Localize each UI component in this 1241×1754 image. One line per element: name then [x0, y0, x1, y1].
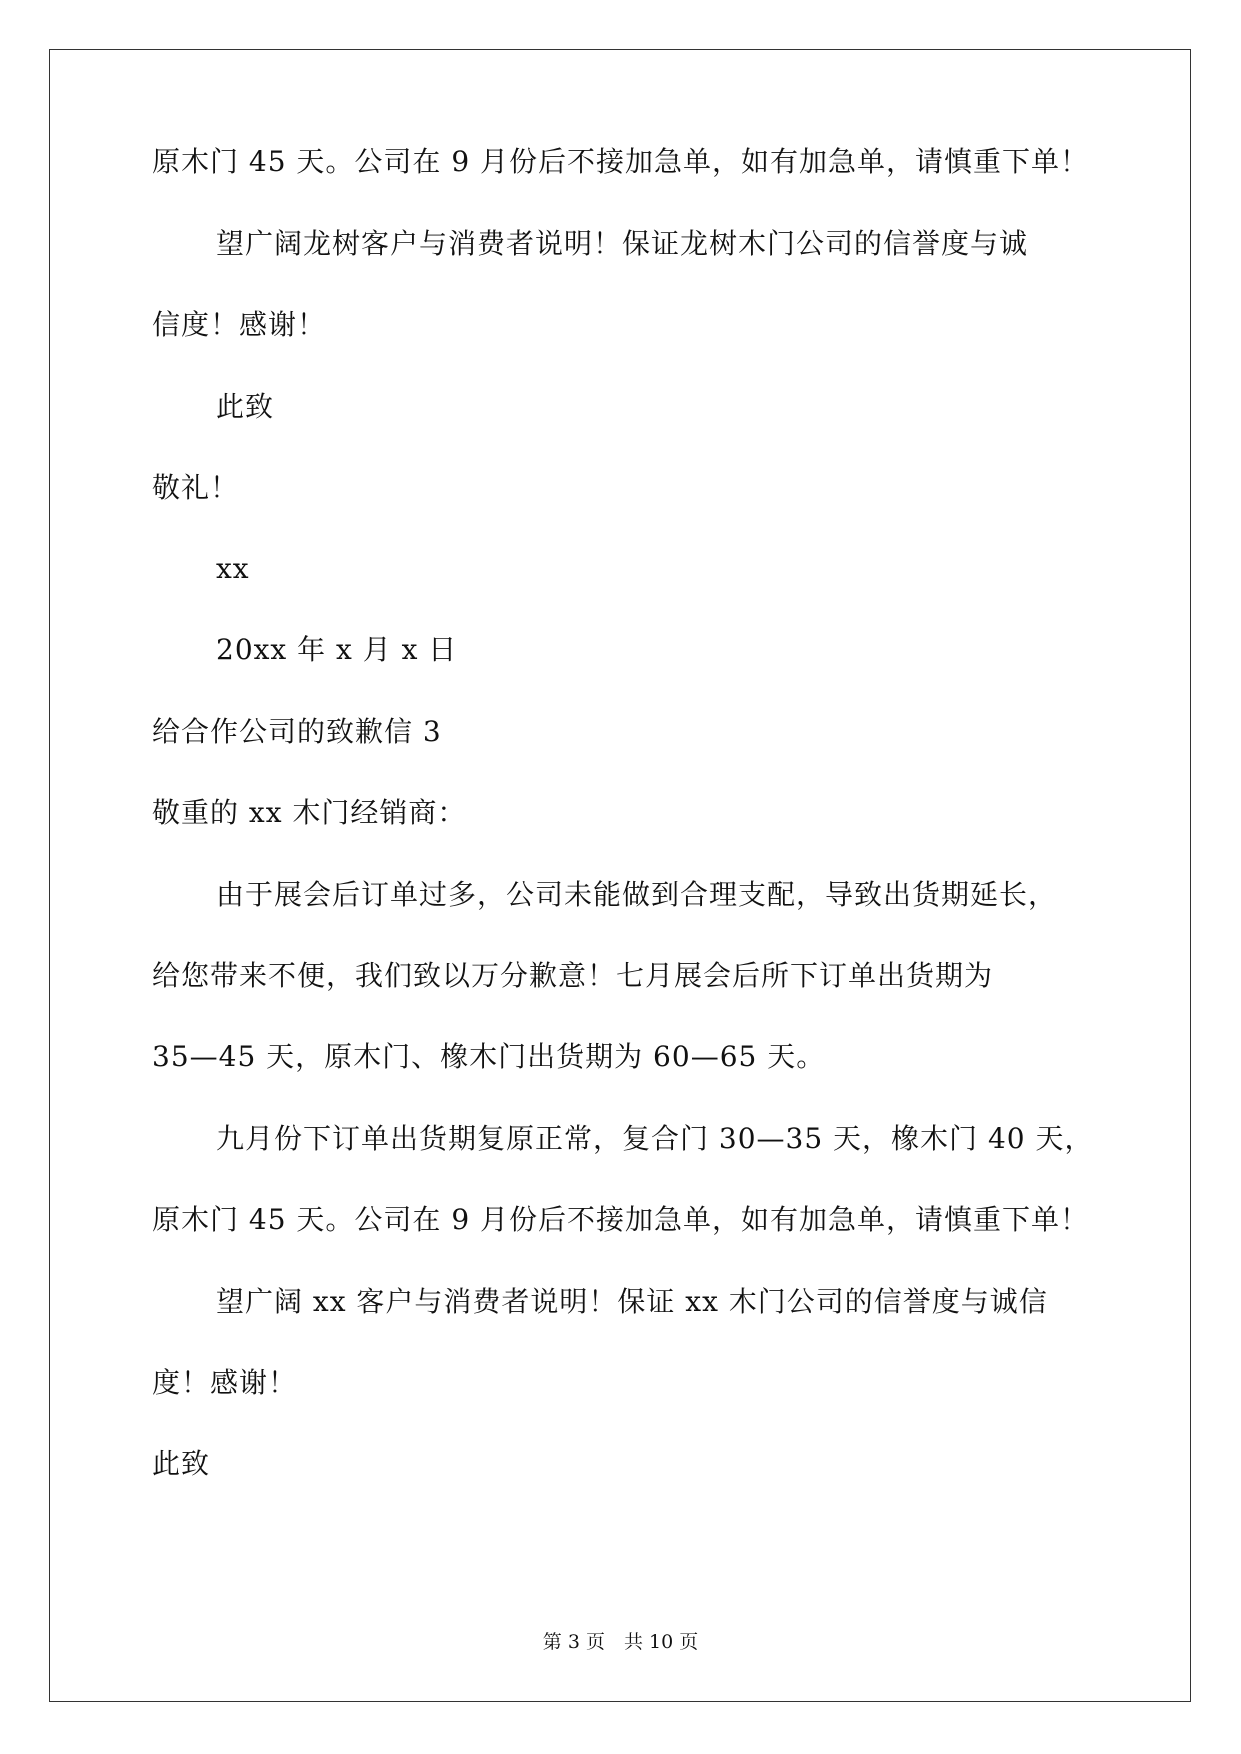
section-title: 给合作公司的致歉信 3 [152, 715, 442, 748]
signature: xx [216, 552, 250, 585]
greeting: 敬重的 xx 木门经销商： [152, 796, 467, 829]
text-line: 35—45 天，原木门、橡木门出货期为 60—65 天。 [152, 1040, 826, 1073]
text-line: 九月份下订单出货期复原正常，复合门 30—35 天，橡木门 40 天， [216, 1122, 1094, 1155]
text-line: 望广阔 xx 客户与消费者说明！保证 xx 木门公司的信誉度与诚信 [216, 1285, 1048, 1318]
closing-phrase: 此致 [152, 1447, 211, 1480]
page-border [49, 49, 1191, 1702]
text-line: 给您带来不便，我们致以万分歉意！七月展会后所下订单出货期为 [152, 959, 994, 992]
text-line: 原木门 45 天。公司在 9 月份后不接加急单，如有加急单，请慎重下单！ [152, 145, 1090, 178]
date-line: 20xx 年 x 月 x 日 [216, 633, 458, 666]
salutation: 敬礼！ [152, 471, 240, 504]
text-line: 原木门 45 天。公司在 9 月份后不接加急单，如有加急单，请慎重下单！ [152, 1203, 1090, 1236]
text-line: 信度！感谢！ [152, 308, 327, 341]
closing-phrase: 此致 [216, 390, 275, 423]
page-number: 第 3 页 共 10 页 [542, 1631, 699, 1653]
text-line: 度！感谢！ [152, 1366, 298, 1399]
text-line: 由于展会后订单过多，公司未能做到合理支配，导致出货期延长， [216, 878, 1058, 911]
text-line: 望广阔龙树客户与消费者说明！保证龙树木门公司的信誉度与诚 [216, 227, 1029, 260]
